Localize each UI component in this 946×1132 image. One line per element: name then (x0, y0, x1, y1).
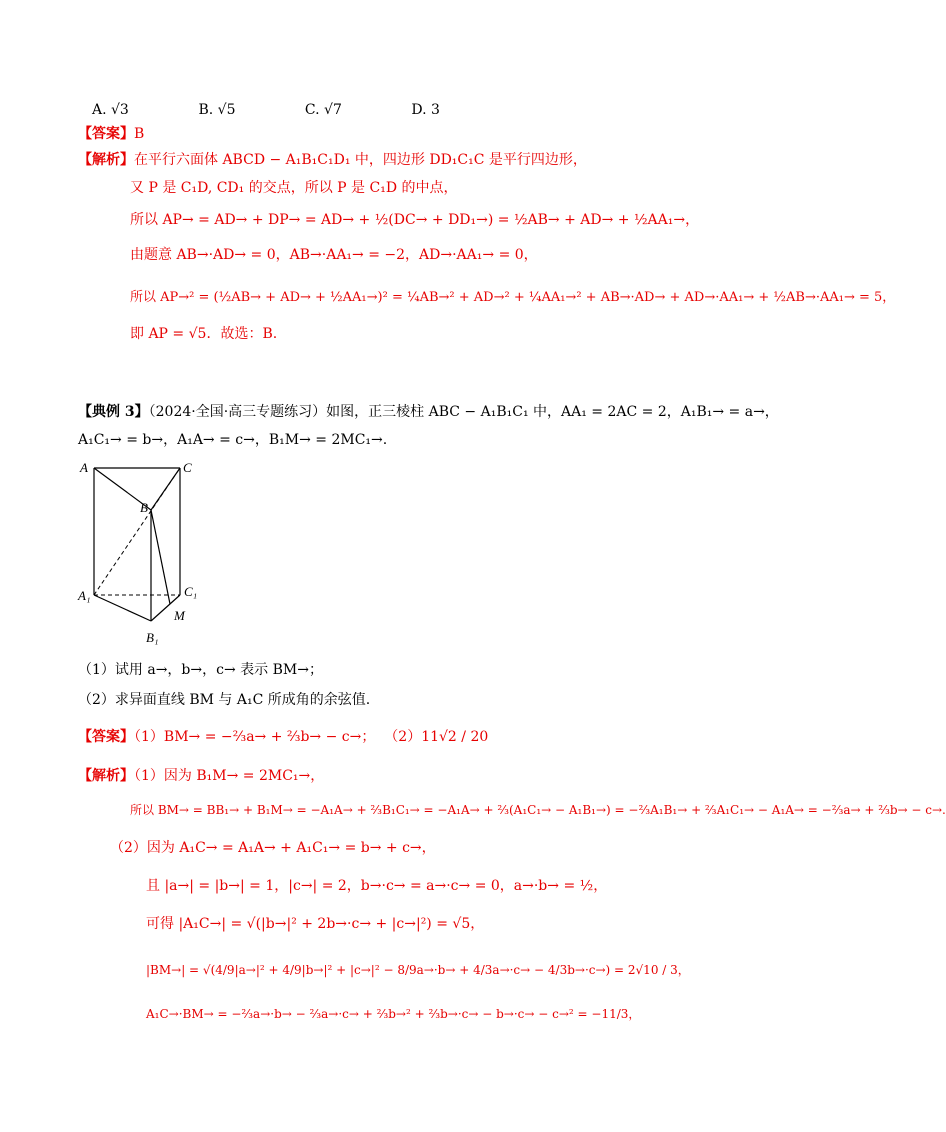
answer-3-label: 【答案】 (78, 729, 134, 745)
analysis-3-line-1 (78, 766, 324, 786)
analysis-1-line-1 (78, 150, 587, 170)
analysis-3-text-1: （1）因为 B₁M→ = 2MC₁→， (134, 768, 325, 784)
option-a: A. √3 (92, 102, 129, 118)
question-1: （1）试用 a→，b→，c→ 表示 BM→； (78, 662, 323, 678)
option-b: B. √5 (198, 102, 236, 118)
answer-3-part-1: （1）BM→ = −⅔a→ + ⅔b→ − c→； (134, 729, 376, 745)
answer-value: B (134, 126, 145, 142)
analysis-3-line-7: A₁C→·BM→ = −⅔a→·b→ − ⅔a→·c→ + ⅔b→² + ⅔b→·c→ − b→·c→ − c→² = −11/3， (146, 1007, 641, 1021)
answer-3 (78, 727, 488, 747)
label-B: B (140, 500, 148, 515)
answer-3-part-2: （2）11√2 / 20 (384, 729, 489, 745)
segment-A1C-hidden (94, 468, 180, 595)
label-C: C (183, 460, 192, 475)
edge-A1B1 (94, 595, 151, 621)
example-label: 【典例 3】 (78, 404, 149, 420)
option-d: D. 3 (411, 102, 440, 118)
label-A: A (80, 460, 88, 475)
example-source: （2024·全国·高三专题练习） (148, 404, 327, 420)
example-3-line-2: A₁C₁→ = b→，A₁A→ = c→，B₁M→ = 2MC₁→. (78, 432, 388, 448)
label-A1: A₁ (78, 588, 91, 603)
answer-1 (78, 124, 144, 144)
answer-label: 【答案】 (78, 126, 134, 142)
analysis-3-line-3: （2）因为 A₁C→ = A₁A→ + A₁C₁→ = b→ + c→， (110, 840, 436, 856)
analysis-3-line-2: 所以 BM→ = BB₁→ + B₁M→ = −A₁A→ + ⅔B₁C₁→ = −A₁A→ + ⅔(A₁C₁→ − A₁B₁→) = −⅔A₁B₁→ + ⅔A₁C₁→ − A₁A→ = −⅔a→ + ⅔b→ − c→. (130, 803, 946, 817)
options-row (92, 100, 513, 120)
analysis-1-text-1: 在平行六面体 ABCD − A₁B₁C₁D₁ 中，四边形 DD₁C₁C 是平行四边形， (134, 152, 587, 168)
analysis-1-line-3: 所以 AP→ = AD→ + DP→ = AD→ + ½(DC→ + DD₁→) = ½AB→ + AD→ + ½AA₁→， (130, 212, 700, 228)
analysis-1-line-2: 又 P 是 C₁D, CD₁ 的交点，所以 P 是 C₁D 的中点， (130, 180, 458, 196)
analysis-3-line-4: 且 |a→| = |b→| = 1，|c→| = 2，b→·c→ = a→·c→ = 0，a→·b→ = ½， (146, 878, 608, 894)
analysis-3-label: 【解析】 (78, 768, 134, 784)
prism-figure (78, 458, 208, 648)
analysis-label: 【解析】 (78, 152, 134, 168)
analysis-3-line-6: |BM→| = √(4/9|a→|² + 4/9|b→|² + |c→|² − 8/9a→·b→ + 4/3a→·c→ − 4/3b→·c→) = 2√10 / 3， (146, 963, 690, 977)
analysis-1-line-6: 即 AP = √5．故选：B. (130, 326, 278, 342)
example-text-1: 如图，正三棱柱 ABC − A₁B₁C₁ 中，AA₁ = 2AC = 2，A₁B₁→ = a→， (326, 404, 779, 420)
segment-BM (151, 510, 170, 604)
question-2: （2）求异面直线 BM 与 A₁C 所成角的余弦值. (78, 692, 371, 708)
label-C1: C₁ (184, 584, 198, 599)
analysis-1-line-5: 所以 AP→² = (½AB→ + AD→ + ½AA₁→)² = ¼AB→² + AD→² + ¼AA₁→² + AB→·AD→ + AD→·AA₁→ + ½AB→·AA₁→ = 5， (130, 290, 896, 305)
analysis-1-line-4: 由题意 AB→·AD→ = 0，AB→·AA₁→ = −2，AD→·AA₁→ = 0， (130, 247, 538, 263)
analysis-3-line-5: 可得 |A₁C→| = √(|b→|² + 2b→·c→ + |c→|²) = √5， (146, 916, 485, 932)
example-3-line-1 (78, 402, 779, 422)
option-c: C. √7 (304, 102, 342, 118)
label-M: M (174, 608, 185, 623)
label-B1: B₁ (146, 630, 159, 645)
